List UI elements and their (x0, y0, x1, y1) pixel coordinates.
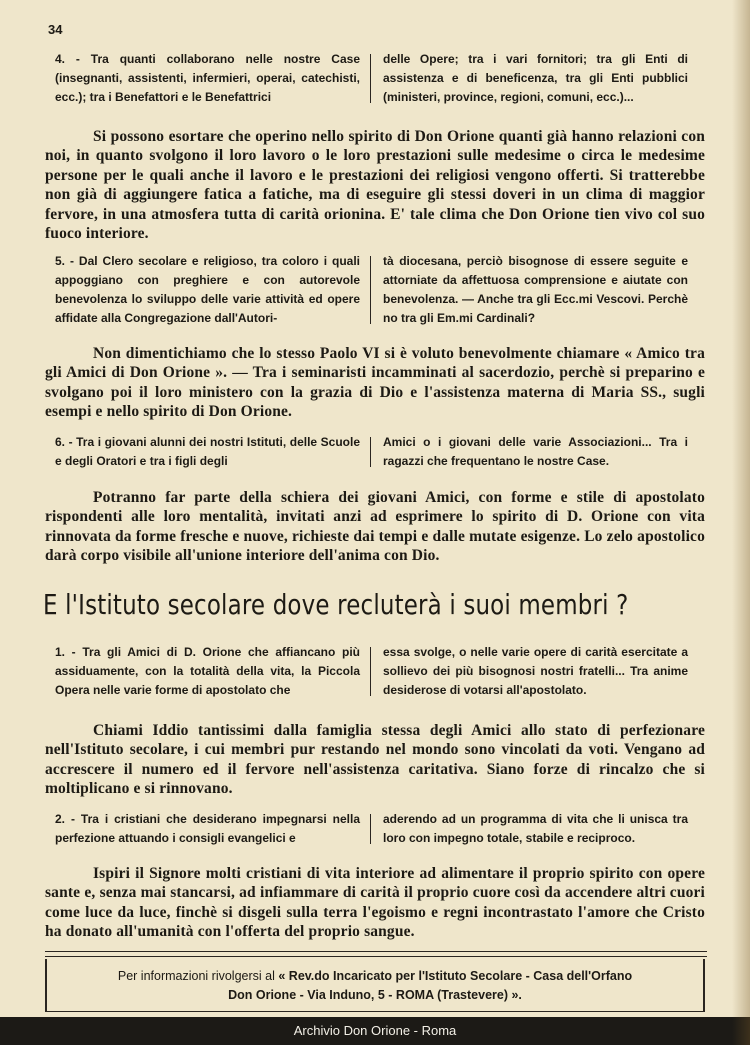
item-4-left-text: 4. - Tra quanti collaborano nelle nostre Case (insegnanti, assistenti, infermieri, operai, catechisti, ecc.); tra i Benefattori e le Benefattrici (55, 52, 360, 104)
section-heading: E l'Istituto secolare dove recluterà i suoi membri ? (43, 588, 629, 621)
item-6-block (55, 433, 705, 471)
paragraph-4: Chiami Iddio tantissimi dalla famiglia stessa degli Amici allo stato di perfezionare nell'Istituto secolare, i cui membri pur restando nel mondo sono vincolati da voti. Vengano ad accrescere il numero ed il fervore nell'assistenza caritativa. Siano forze di rincalzo che si moltiplicano e si rinnovano. (45, 722, 705, 798)
item-1-left-text: 1. - Tra gli Amici di D. Orione che affiancano più assiduamente, con la totalità della vita, la Piccola Opera nelle varie forme di apostolato che (55, 645, 360, 697)
page-number: 34 (48, 22, 63, 37)
paragraph-5: Ispiri il Signore molti cristiani di vita interiore ad alimentare il proprio spirito con opere sante e, senza mai stancarsi, ad infiammare di carità il proprio cuore così da accendere altri cuori come luce da luce, finchè si disgeli sulla terra l'egoismo e regni incontrastato l'amore che Cristo ha donato all'umanità con l'offerta del proprio sangue. (45, 865, 705, 941)
item-5-left-text: 5. - Dal Clero secolare e religioso, tra coloro i quali appoggiano con preghiere e con autorevole benevolenza lo sviluppo delle varie attività ed opere affidate alla Congregazione dall'Autori- (55, 254, 360, 325)
item-2-left-text: 2. - Tra i cristiani che desiderano impegnarsi nella perfezione attuando i consigli evangelici e (55, 812, 360, 845)
item-6-left-text: 6. - Tra i giovani alunni dei nostri Istituti, delle Scuole e degli Oratori e tra i figli degli (55, 435, 360, 468)
contact-info-box (45, 959, 705, 1012)
item-1-right-text: essa svolge, o nelle varie opere di carità esercitate a sollievo dei più bisognosi nostri fratelli... Tra anime desiderose di votarsi all'apostolato. (383, 645, 688, 697)
item-2-right-text: aderendo ad un programma di vita che li unisca tra loro con impegno totale, stabile e reciproco. (383, 812, 688, 845)
paragraph-3: Potranno far parte della schiera dei giovani Amici, con forme e stile di apostolato rispondenti alle loro mentalità, invitati anzi ad esprimere lo spirito di D. Orione con vita rinnovata da forme fresche e nuove, richieste dai tempi e dalle mutate esigenze. Lo zelo apostolico darà corpo visibile all'unione interiore dell'anima con Dio. (45, 489, 705, 565)
paragraph-1: Si possono esortare che operino nello spirito di Don Orione quanti già hanno relazioni con noi, in quanto svolgono il loro lavoro o le loro prestazioni sulle medesime o circa le medesime persone per le quali anche il lavoro e le prestazioni dei religiosi vengono offerti. Si tratterebbe non già di aggiungere fatica a fatiche, ma di eseguire gli stessi doveri in un clima di maggior fervore, in una atmosfera tutta di carità orionina. E' tale clima che Don Orione tien vivo col suo fuoco interiore. (45, 128, 705, 243)
item-6-right-text: Amici o i giovani delle varie Associazioni... Tra i ragazzi che frequentano le nostre Case. (383, 435, 688, 468)
paragraph-2: Non dimentichiamo che lo stesso Paolo VI si è voluto benevolmente chiamare « Amico tra gli Amici di Don Orione ». — Tra i seminaristi incamminati al sacerdozio, perchè si preparino e svolgano poi il loro ministero con la grazia di Dio e l'assistenza materna di Maria SS., sugli esempi e nello spirito di Don Orione. (45, 345, 705, 421)
contact-line-1 (47, 967, 703, 986)
contact-address-line-2: Don Orione - Via Induno, 5 - ROMA (Trastevere) ». (228, 988, 522, 1002)
item-1-block (55, 643, 705, 700)
contact-line-2 (47, 986, 703, 1005)
item-2-block (55, 810, 705, 848)
contact-prefix: Per informazioni rivolgersi al (117, 969, 275, 983)
item-5-block (55, 252, 705, 328)
archive-footer-bar (0, 1017, 750, 1045)
item-4-right-text: delle Opere; tra i vari fornitori; tra gli Enti di assistenza e di beneficenza, tra gli Enti pubblici (ministeri, province, regioni, comuni, ecc.)... (383, 52, 688, 104)
archive-footer-label: Archivio Don Orione - Roma (293, 1023, 457, 1038)
item-5-right-text: tà diocesana, perciò bisognose di essere seguite e attorniate da affettuosa comprensione e aiutate con benevolenza. — Anche tra gli Ecc.mi Vescovi. Perchè no tra gli Em.mi Cardinali? (383, 254, 688, 325)
item-4-block (55, 50, 705, 107)
page-edge-shadow (732, 0, 750, 1045)
horizontal-rule (45, 956, 707, 957)
horizontal-rule (45, 951, 707, 952)
contact-address-line-1: « Rev.do Incaricato per l'Istituto Secolare - Casa dell'Orfano (278, 969, 633, 983)
